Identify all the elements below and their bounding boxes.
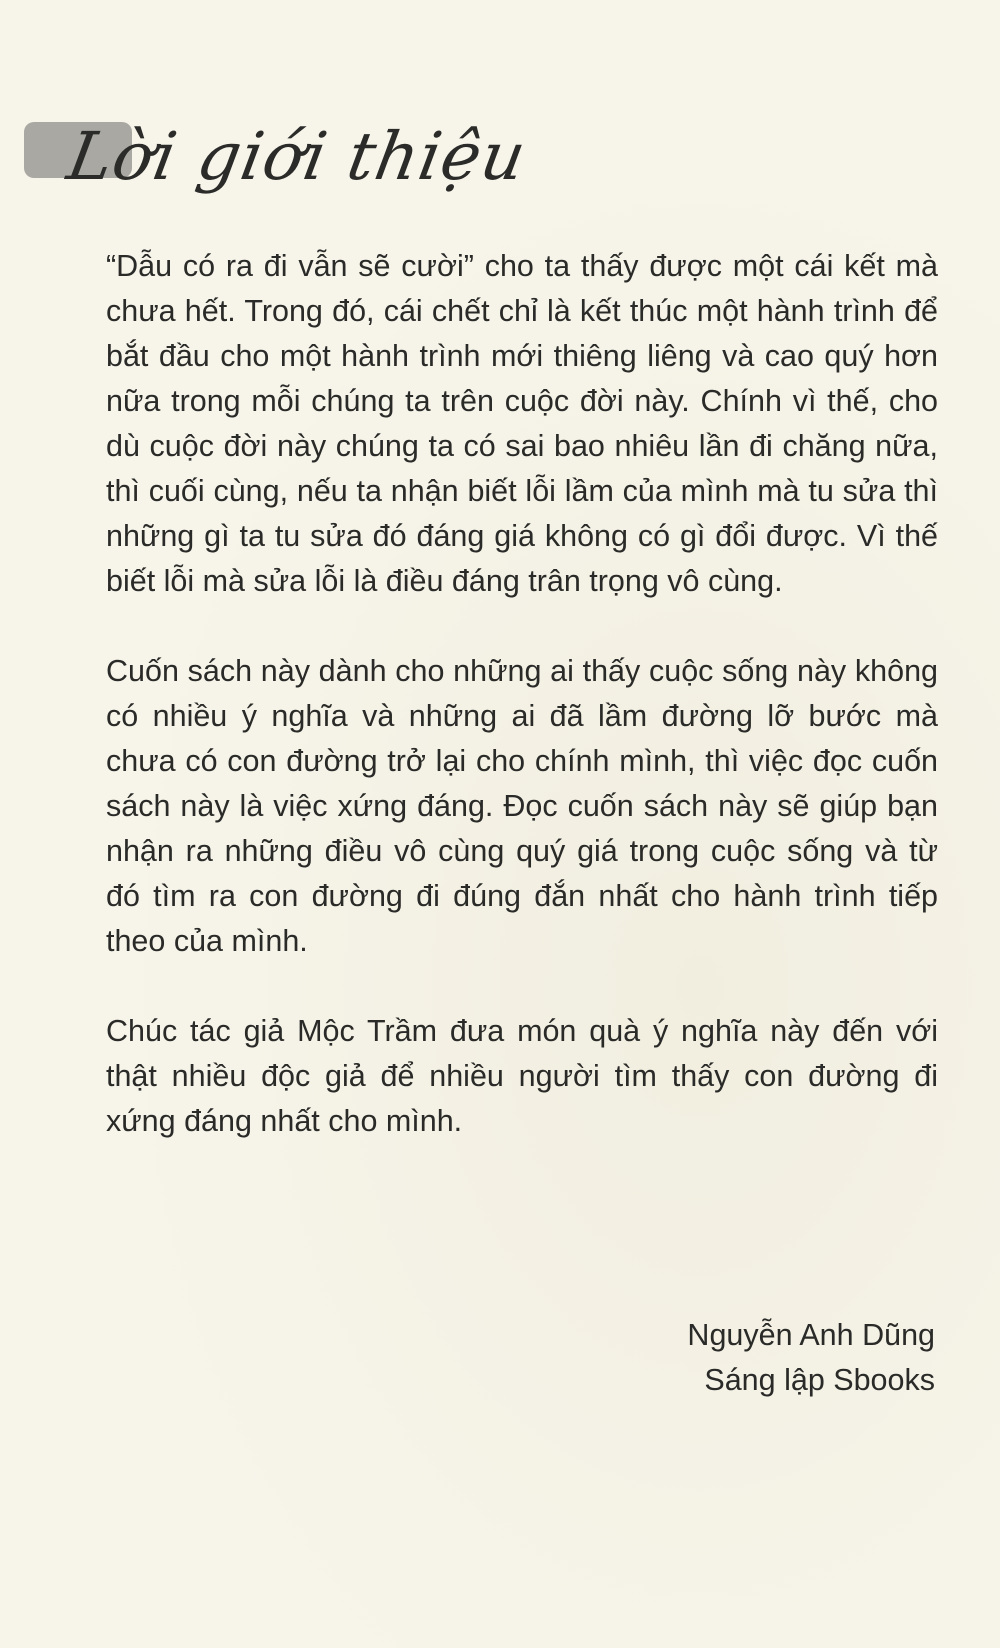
signature-block: [687, 1313, 935, 1403]
signature-role: Sáng lập Sbooks: [704, 1363, 935, 1397]
paragraph-2: Cuốn sách này dành cho những ai thấy cuộc sống này không có nhiều ý nghĩa và những ai đã lầm đường lỡ bước mà chưa có con đường trở lại cho chính mình, thì việc đọc cuốn sách này là việc xứng đáng. Đọc cuốn sách này sẽ giúp bạn nhận ra những điều vô cùng quý giá trong cuộc sống và từ đó tìm ra con đường đi đúng đắn nhất cho hành trình tiếp theo của mình.: [106, 654, 938, 958]
paragraph-1: “Dẫu có ra đi vẫn sẽ cười” cho ta thấy được một cái kết mà chưa hết. Trong đó, cái chết chỉ là kết thúc một hành trình để bắt đầu cho một hành trình mới thiêng liêng và cao quý hơn nữa trong mỗi chúng ta trên cuộc đời này. Chính vì thế, cho dù cuộc đời này chúng ta có sai bao nhiêu lần đi chăng nữa, thì cuối cùng, nếu ta nhận biết lỗi lầm của mình mà tu sửa thì những gì ta tu sửa đó đáng giá không có gì đổi được. Vì thế biết lỗi mà sửa lỗi là điều đáng trân trọng vô cùng.: [106, 249, 938, 598]
introduction-body: [106, 244, 938, 1144]
paragraph-3: Chúc tác giả Mộc Trầm đưa món quà ý nghĩa này đến với thật nhiều độc giả để nhiều người tìm thấy con đường đi xứng đáng nhất cho mình.: [106, 1014, 938, 1138]
page-title: Lời giới thiệu: [62, 118, 533, 195]
signature-name: Nguyễn Anh Dũng: [687, 1318, 935, 1352]
